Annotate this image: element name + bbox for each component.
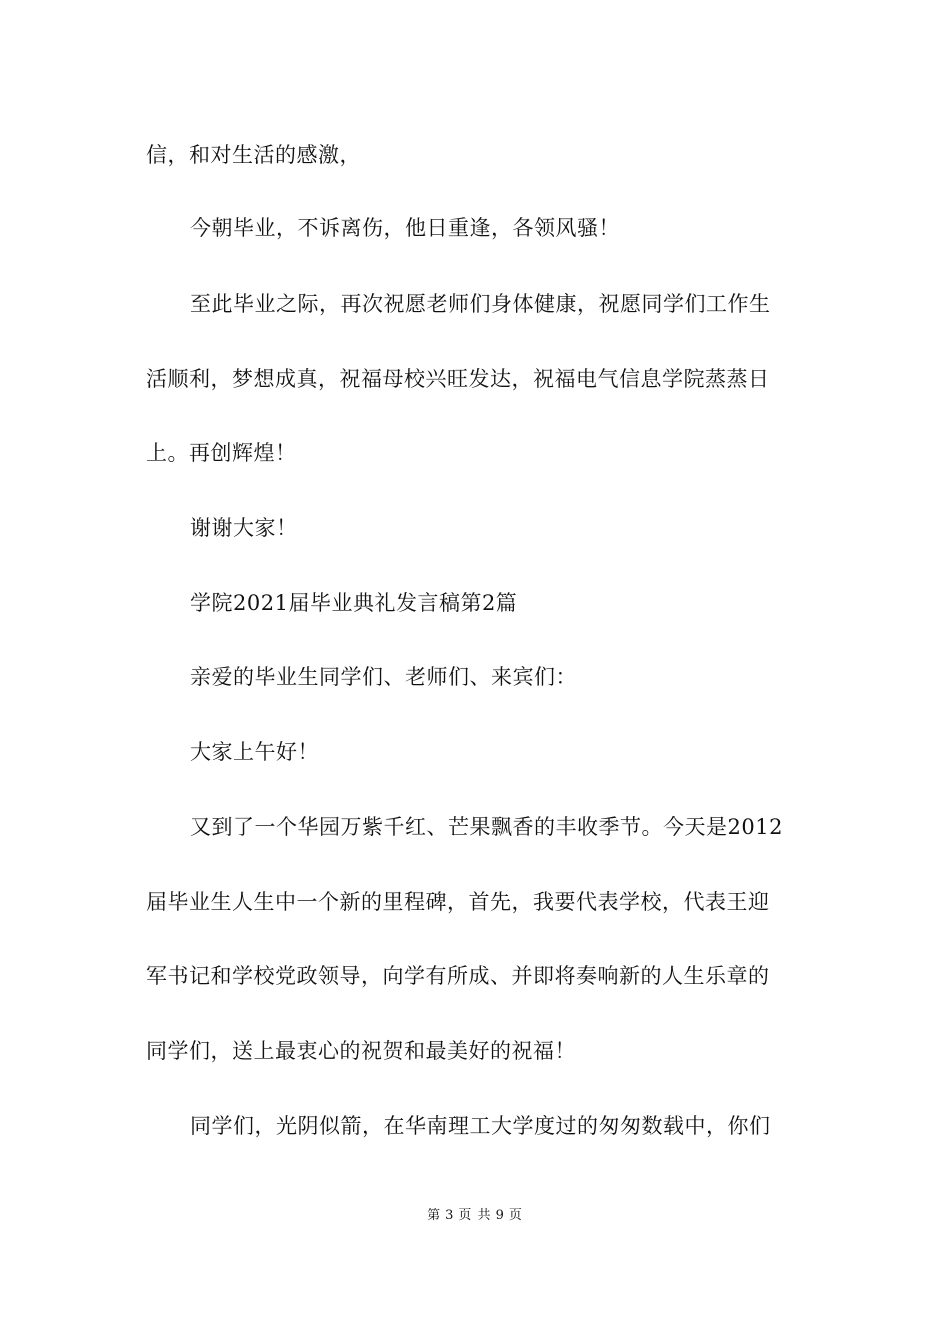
text-line: 至此毕业之际，再次祝愿老师们身体健康，祝愿同学们工作生	[190, 292, 771, 316]
page-current: 3	[445, 1208, 455, 1223]
text-line: 今朝毕业，不诉离伤，他日重逢，各领风骚！	[190, 216, 620, 240]
greeting: 大家上午好！	[190, 740, 319, 764]
text-line: 谢谢大家！	[190, 516, 298, 540]
page-total: 9	[495, 1208, 505, 1223]
salutation: 亲爱的毕业生同学们、老师们、来宾们：	[190, 665, 577, 689]
text-line: 活顺利，梦想成真，祝福母校兴旺发达，祝福电气信息学院蒸蒸日	[146, 367, 770, 391]
text-line: 信，和对生活的感激，	[146, 143, 361, 167]
page-mid: 页 共	[458, 1208, 492, 1223]
page-prefix: 第	[427, 1208, 442, 1223]
page-suffix: 页	[508, 1208, 523, 1223]
section-title: 学院2021届毕业典礼发言稿第2篇	[190, 591, 518, 615]
text-line: 上。再创辉煌！	[146, 441, 297, 465]
text-line: 同学们，送上最衷心的祝贺和最美好的祝福！	[146, 1039, 576, 1063]
page-footer	[0, 1207, 950, 1225]
text-line: 军书记和学校党政领导，向学有所成、并即将奏响新的人生乐章的	[146, 964, 770, 988]
text-line: 届毕业生人生中一个新的里程碑，首先，我要代表学校，代表王迎	[146, 890, 770, 914]
text-line: 又到了一个华园万紫千红、芒果飘香的丰收季节。今天是2012	[190, 815, 783, 839]
text-line: 同学们，光阴似箭，在华南理工大学度过的匆匆数载中，你们	[190, 1114, 771, 1138]
